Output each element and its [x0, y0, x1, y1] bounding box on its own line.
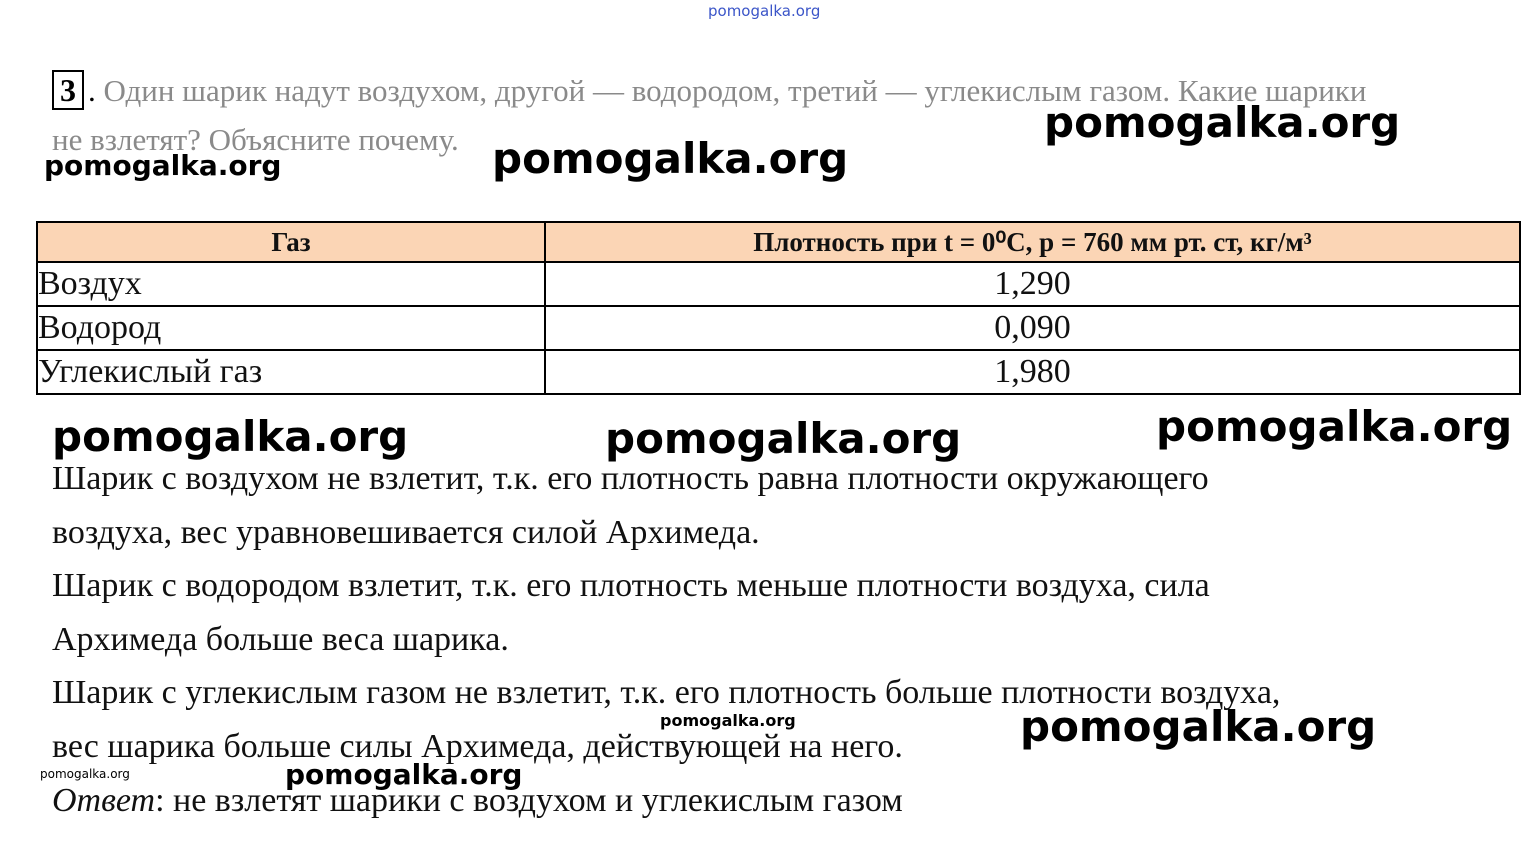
table-header-row	[37, 222, 1520, 262]
watermark: pomogalka.org	[660, 711, 796, 730]
density-table	[36, 221, 1521, 395]
task-text-line-2: не взлетят? Объясните почему.	[52, 122, 459, 157]
gas-name-cell: Воздух	[37, 262, 545, 306]
watermark: pomogalka.org	[44, 149, 282, 182]
task-statement-line-1	[52, 70, 1366, 110]
answer-line-3: Шарик с водородом взлетит, т.к. его плотность меньше плотности воздуха, сила	[52, 567, 1210, 604]
density-value-cell: 0,090	[545, 306, 1520, 350]
watermark: pomogalka.org	[605, 414, 962, 463]
answer-line-1: Шарик с воздухом не взлетит, т.к. его плотность равна плотности окружающего	[52, 460, 1209, 497]
watermark: pomogalka.org	[492, 134, 849, 183]
watermark: pomogalka.org	[1156, 402, 1513, 451]
task-text-line-1: Один шарик надут воздухом, другой — водородом, третий — углекислым газом. Какие шарики	[103, 73, 1367, 108]
watermark-top[interactable]: pomogalka.org	[708, 2, 821, 20]
header-gas: Газ	[37, 222, 545, 262]
table-row	[37, 262, 1520, 306]
final-answer-label: Ответ	[52, 782, 156, 819]
header-density: Плотность при t = 0⁰C, p = 760 мм рт. ст, кг/м³	[545, 222, 1520, 262]
watermark: pomogalka.org	[285, 758, 523, 791]
answer-line-2: воздуха, вес уравновешивается силой Архимеда.	[52, 514, 760, 551]
answer-line-5: Шарик с углекислым газом не взлетит, т.к. его плотность больше плотности воздуха,	[52, 674, 1281, 711]
table-row	[37, 350, 1520, 394]
table-row	[37, 306, 1520, 350]
gas-name-cell: Углекислый газ	[37, 350, 545, 394]
watermark: pomogalka.org	[40, 767, 130, 781]
density-value-cell: 1,980	[545, 350, 1520, 394]
task-number: 3	[52, 70, 84, 110]
watermark: pomogalka.org	[52, 412, 409, 461]
watermark: pomogalka.org	[1044, 98, 1401, 147]
task-number-suffix: .	[88, 73, 96, 108]
final-answer	[52, 782, 903, 820]
answer-line-4: Архимеда больше веса шарика.	[52, 621, 509, 658]
gas-name-cell: Водород	[37, 306, 545, 350]
watermark: pomogalka.org	[1020, 702, 1377, 751]
answer-line-6: вес шарика больше силы Архимеда, действующей на него.	[52, 728, 903, 765]
final-answer-text: : не взлетят шарики с воздухом и углекислым газом	[155, 782, 903, 819]
density-value-cell: 1,290	[545, 262, 1520, 306]
